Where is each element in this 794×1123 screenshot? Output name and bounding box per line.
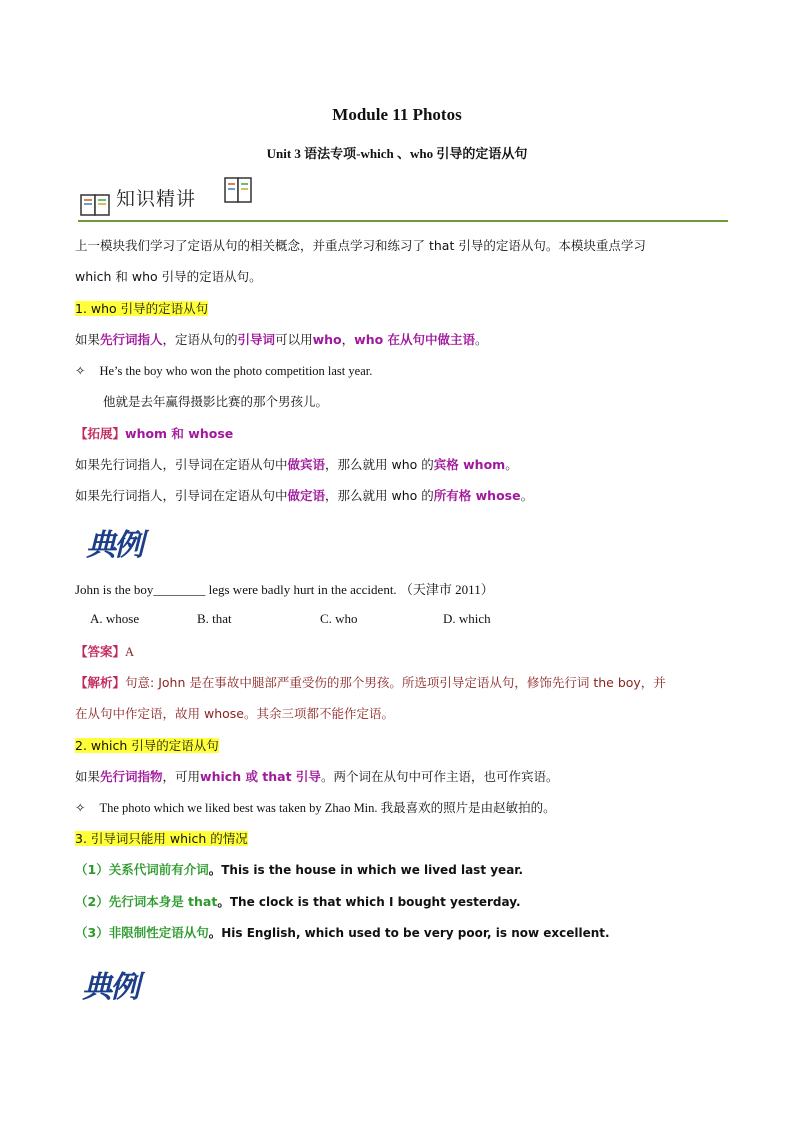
analysis-line-1: 【解析】句意: John 是在事故中腿部严重受伤的那个男孩。所选项引导定语从句，修饰先行词 the boy，并 — [75, 675, 666, 690]
rule-item-3: （3）非限制性定语从句。His English, which used to be very poor, is now excellent. — [75, 925, 610, 940]
banner-divider — [78, 220, 728, 222]
page-title: Module 11 Photos — [332, 105, 462, 124]
extension-line-1: 如果先行词指人，引导词在定语从句中做宾语，那么就用 who 的宾格 whom。 — [75, 457, 518, 472]
banner-label: 知识精讲 — [116, 188, 197, 210]
example-stamp: 典例 — [82, 970, 138, 1005]
book-icon — [80, 192, 112, 218]
option-c: C. who — [320, 611, 358, 626]
bullet-icon: ✧ — [75, 800, 86, 815]
section-1-rule: 如果先行词指人，定语从句的引导词可以用who，who 在从句中做主语。 — [75, 332, 488, 347]
section-banner — [78, 172, 728, 224]
example-2: ✧ The photo which we liked best was taken by Zhao Min. 我最喜欢的照片是由赵敏拍的。 — [75, 800, 556, 815]
section-2-rule: 如果先行词指物，可用which 或 that 引导。两个词在从句中可作主语，也可作宾语。 — [75, 769, 559, 784]
option-d: D. which — [443, 611, 491, 626]
page-subtitle: Unit 3 语法专项-which 、who 引导的定语从句 — [266, 146, 528, 161]
answer-line: 【答案】A — [75, 644, 135, 659]
option-b: B. that — [197, 611, 232, 626]
rule-item-2: （2）先行词本身是 that。The clock is that which I bought yesterday. — [75, 894, 521, 909]
section-1-heading: 1. who 引导的定语从句 — [75, 301, 209, 316]
example-1-zh: 他就是去年赢得摄影比赛的那个男孩儿。 — [103, 394, 329, 409]
intro-line-1: 上一模块我们学习了定语从句的相关概念，并重点学习和练习了 that 引导的定语从句。本模块重点学习 — [75, 238, 646, 253]
example-stamp: 典例 — [86, 528, 142, 563]
extension-line-2: 如果先行词指人，引导词在定语从句中做定语，那么就用 who 的所有格 whose。 — [75, 488, 534, 503]
intro-line-2: which 和 who 引导的定语从句。 — [75, 269, 262, 284]
rule-item-1: （1）关系代词前有介词。This is the house in which we lived last year. — [75, 862, 524, 877]
option-a: A. whose — [90, 611, 140, 626]
book-icon — [224, 174, 254, 206]
question-options — [0, 611, 794, 631]
question-stem: John is the boy________ legs were badly hurt in the accident. （天津市 2011） — [75, 582, 494, 597]
extension-heading: 【拓展】whom 和 whose — [75, 426, 234, 441]
bullet-icon: ✧ — [75, 363, 86, 378]
analysis-line-2: 在从句中作定语，故用 whose。其余三项都不能作定语。 — [75, 706, 394, 721]
section-2-heading: 2. which 引导的定语从句 — [75, 738, 219, 753]
example-1-en: ✧ He’s the boy who won the photo competition last year. — [75, 363, 373, 378]
section-3-heading: 3. 引导词只能用 which 的情况 — [75, 831, 248, 846]
